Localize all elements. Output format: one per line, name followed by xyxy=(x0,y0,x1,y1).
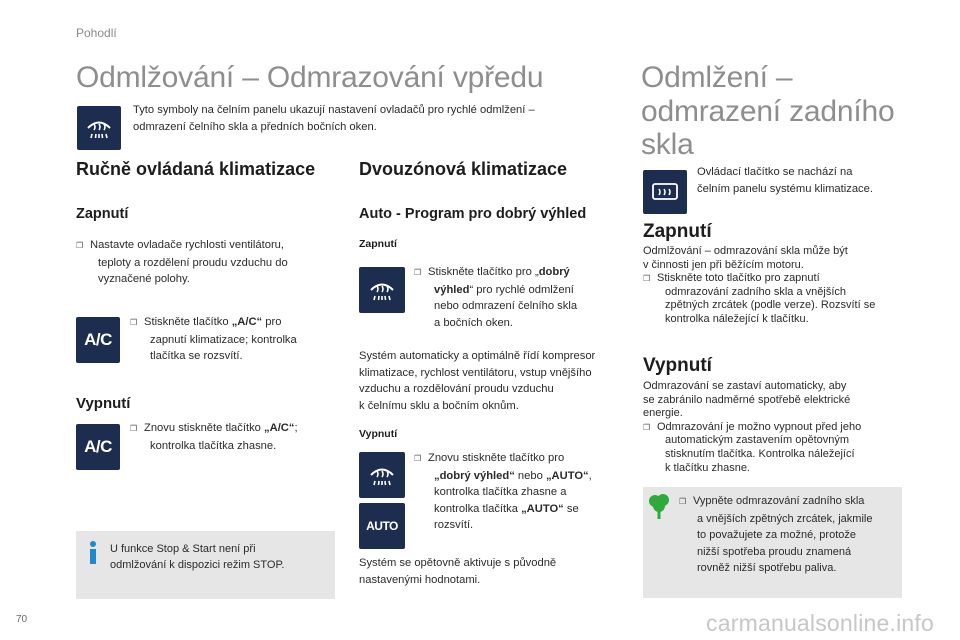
bullet-icon: ❒ xyxy=(643,274,651,284)
dual-zone-heading: Dvouzónová klimatizace xyxy=(359,159,568,179)
good-visibility-button-icon xyxy=(359,267,405,313)
manual-ac-heading: Ručně ovládaná klimatizace xyxy=(76,159,316,179)
info-icon xyxy=(86,541,100,565)
front-intro-line: Tyto symboly na čelním panelu ukazují nastavení ovladačů pro rychlé odmlžení – xyxy=(133,104,535,116)
bullet-icon: ❒ xyxy=(414,268,422,277)
front-defrost-icon xyxy=(77,106,121,150)
info-line: U funkce Stop & Start není při xyxy=(110,543,256,555)
eco-tip-box: ❒ Vypněte odmrazování zadního skla a vnějších zpětných zrcátek, jakmile to považujete za možné, protože nižší spotřeba proudu znamená rovněž nižší spotřebu paliva. xyxy=(643,487,902,598)
page-title-rear: Odmlžení – odmrazení zadního skla xyxy=(641,61,895,162)
dual-off-heading: Vypnutí xyxy=(359,428,398,440)
dual-zone-subheading: Auto - Program pro dobrý výhled xyxy=(359,206,587,222)
page-title-front: Odmlžování – Odmrazování vpředu xyxy=(76,61,544,94)
dual-auto-text: Systém automaticky a optimálně řídí kompresor klimatizace, rychlost ventilátoru, vstup vnějšího vzduchu a rozdělování proudu vzduchu k čelnímu sklu a bočním oknům. xyxy=(359,350,596,412)
page-number: 70 xyxy=(16,614,28,625)
section-label: Pohodlí xyxy=(76,26,117,40)
rear-off-heading: Vypnutí xyxy=(643,355,712,376)
bullet-icon: ❒ xyxy=(414,454,422,463)
manual-on-step1: ❒ Nastavte ovladače rychlosti ventilátoru, teploty a rozdělení proudu vzduchu do vyznačené polohy. xyxy=(76,239,288,285)
eco-tree-icon xyxy=(648,492,670,520)
dual-on-heading: Zapnutí xyxy=(359,238,397,250)
info-box xyxy=(76,531,335,599)
dual-off-step: ❒ Znovu stiskněte tlačítko pro „dobrý výhled“ nebo „AUTO“, kontrolka tlačítka zhasne a kontrolka tlačítka „AUTO“ se rozsvítí. xyxy=(414,452,592,531)
rear-off-text: Odmrazování se zastaví automaticky, aby se zabránilo nadměrné spotřebě elektrické energie. ❒ Odmrazování je možno vypnout před jeho automatickým zastavením opětovným stisknutím tlačítka. Kontrolka náležející k tlačítku zhasne. xyxy=(643,380,862,474)
manual-on-heading: Zapnutí xyxy=(76,206,129,222)
manual-off-heading: Vypnutí xyxy=(76,395,131,412)
dual-restore-text: Systém se opětovně aktivuje s původně nastavenými hodnotami. xyxy=(359,557,557,586)
bullet-icon: ❒ xyxy=(76,241,84,250)
watermark: carmanualsonline.info xyxy=(706,610,934,636)
auto-button-icon: AUTO xyxy=(359,503,405,549)
rear-defrost-icon xyxy=(643,170,687,214)
dual-on-step: ❒ Stiskněte tlačítko pro „dobrý výhled“ pro rychlé odmlžení nebo odmrazení čelního skla a bočních oken. xyxy=(414,266,578,329)
good-visibility-button-icon-off xyxy=(359,452,405,498)
manual-on-step2: ❒ Stiskněte tlačítko „A/C“ pro zapnutí klimatizace; kontrolka tlačítka se rozsvítí. xyxy=(130,316,297,362)
bullet-icon: ❒ xyxy=(130,318,138,327)
manual-off-step: ❒ Znovu stiskněte tlačítko „A/C“; kontrolka tlačítka zhasne. xyxy=(130,422,298,452)
info-line: odmlžování k dispozici režim STOP. xyxy=(110,559,285,571)
front-intro-line: odmrazení čelního skla a předních bočních oken. xyxy=(133,120,377,133)
bullet-icon: ❒ xyxy=(643,422,651,432)
ac-button-icon: A/C xyxy=(76,317,120,363)
ac-button-icon-off: A/C xyxy=(76,424,120,470)
front-intro-text xyxy=(133,102,535,135)
rear-intro-text: Ovládací tlačítko se nachází na čelním panelu systému klimatizace. xyxy=(697,166,873,195)
bullet-icon: ❒ xyxy=(130,424,138,433)
rear-on-heading: Zapnutí xyxy=(643,221,712,242)
bullet-icon: ❒ xyxy=(679,497,687,506)
rear-on-text: Odmlžování – odmrazování skla může být v činnosti jen při běžícím motoru. ❒ Stiskněte toto tlačítko pro zapnutí odmrazování zadního skla a vnějších zpětných zrcátek (podle verze). Rozsvítí se kontrolka náležející k tlačítku. xyxy=(643,245,876,325)
